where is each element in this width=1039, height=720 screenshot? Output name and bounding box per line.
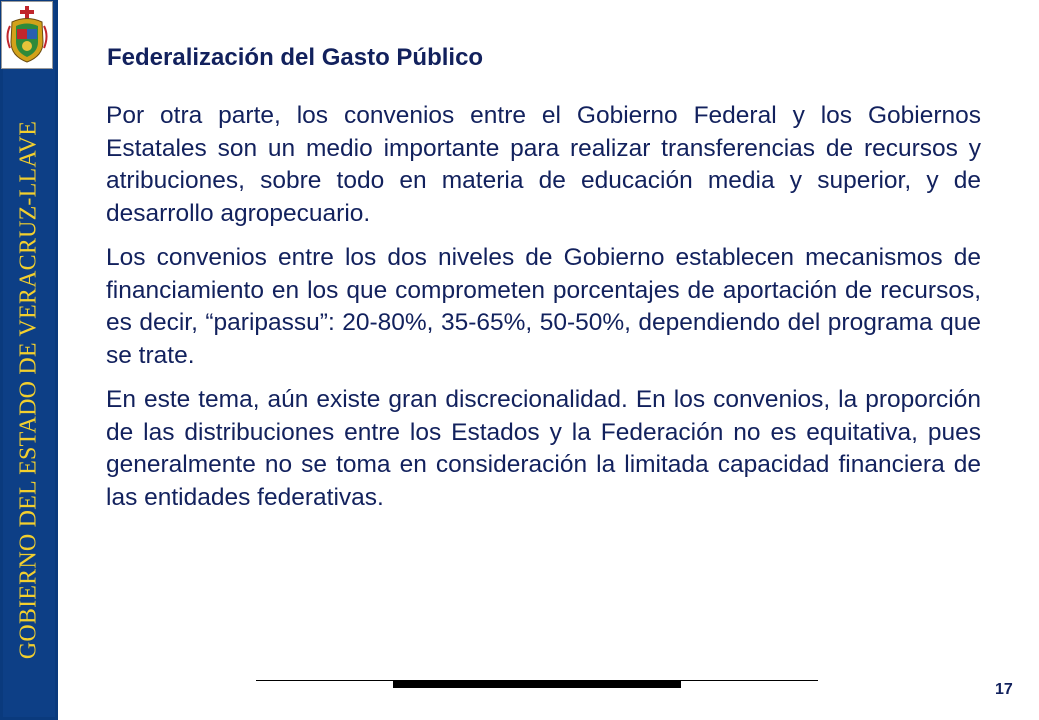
paragraph-2: Los convenios entre los dos niveles de Gobierno establecen mecanismos de financiamiento en los que comprometen porcentajes de aportación de recursos, es decir, “paripassu”: 20-80%, 35-65%, 50-50%, dependiendo del programa que se trate. (106, 244, 981, 369)
veracruz-coat-of-arms-icon (2, 2, 52, 68)
slide-body (106, 100, 981, 526)
crest-frame (1, 1, 53, 69)
vertical-government-label: GOBIERNO DEL ESTADO DE VERACRUZ-LLAVE (15, 120, 42, 660)
slide-title: Federalización del Gasto Público (107, 44, 484, 71)
sidebar (0, 0, 58, 720)
footer-thick-rule (393, 680, 681, 688)
paragraph-1: Por otra parte, los convenios entre el Gobierno Federal y los Gobiernos Estatales son un medio importante para realizar transferencias de recursos y atribuciones, sobre todo en materia de educación media y superior, y de desarrollo agropecuario. (106, 102, 981, 227)
page-number: 17 (995, 681, 1013, 698)
paragraph-3: En este tema, aún existe gran discrecionalidad. En los convenios, la proporción de las distribuciones entre los Estados y la Federación no es equitativa, pues generalmente no se toma en consideración la limitada capacidad financiera de las entidades federativas. (106, 386, 981, 511)
